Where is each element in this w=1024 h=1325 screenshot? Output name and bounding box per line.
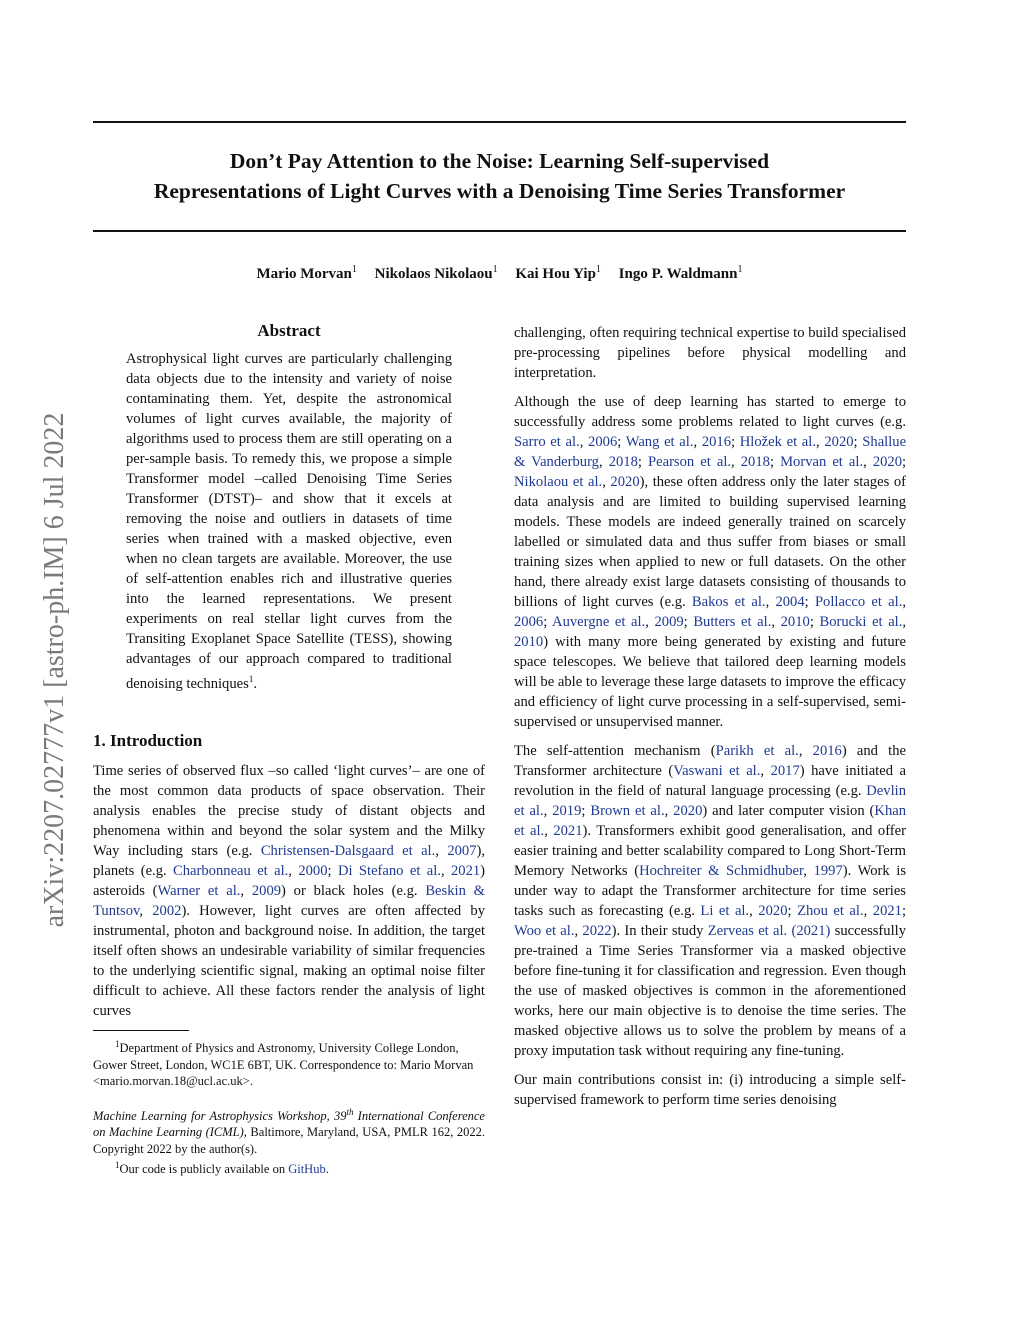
citation-link[interactable]: 2006 [588,434,618,450]
text-run: ; [853,434,863,450]
citation-link[interactable]: 2009 [251,882,282,899]
intro-paragraph [93,761,485,1021]
text-run: ; [804,594,815,610]
citation-link[interactable]: 2020 [610,474,640,490]
citation-link[interactable]: 2010 [514,634,544,650]
citation-link[interactable]: Zhou et al. [797,903,864,919]
citation-link[interactable]: Shallue & Vanderburg [514,434,907,470]
citation-link[interactable]: Bakos et al. [691,594,766,610]
text-run: ; [769,454,781,470]
text-run: , [902,594,907,610]
citation-link[interactable]: Hochreiter & Schmidhuber [639,863,804,879]
abstract-heading: Abstract [257,321,321,340]
citation-link[interactable]: Khan et al. [514,803,907,839]
text-run: ) asteroids ( [93,862,486,899]
citation-link[interactable]: Sarro et al. [514,434,580,450]
text-run: ; [809,614,820,630]
paper-title [93,146,906,206]
author: Mario Morvan$^1$ [256,264,357,282]
text-run: ) have initiated a revolution in the field of natural language processing (e.g. [514,763,907,799]
body-paragraph [514,741,906,1061]
text-run: , [543,803,553,819]
text-run: Our main contributions consist in: (i) introducing a simple self-supervised framework to perform time series denoising [514,1072,906,1108]
citation-link[interactable]: 2021 [450,862,481,879]
text-run: , [544,823,554,839]
citation-link[interactable]: 2006 [514,614,544,630]
body-paragraph [514,323,906,383]
citation-link[interactable]: 2000 [298,862,328,879]
citation-link[interactable]: 2020 [872,454,902,470]
text-run: successfully pre-trained a Time Series Transformer via a masked objective before fine-tuning it for classification and regression. Even though the use of masked objectives is common in the aforementioned works, here our main objective is to denoise the time series. The masked objective allows us to solve the problem by means of a proxy imputation task without requiring any fine-tuning. [514,923,906,1059]
citation-link[interactable]: 2020 [673,803,703,819]
text-run: Time series of observed flux –so called ‘light curves’– are one of the most common data products of space observation. Their analysis enables the precise study of distant objects and phenomena within and beyond the solar system and the Milky Way including stars (e.g. [93,762,485,859]
text-run: , [139,902,153,919]
text-run: The self-attention mechanism ( [514,743,716,759]
text-run: , [749,903,759,919]
text-run: Although the use of deep learning has started to emerge to successfully address some problems related to light curves (e.g. [514,394,906,430]
footnote-code: $^1$Our code is publicly available on GitHub. [115,1160,329,1177]
citation-link[interactable]: 2021 [872,903,902,919]
abstract-body: Astrophysical light curves are particularly challenging data objects due to the intensity and variety of noise contaminating them. Yet, despite the astronomical volumes of light curves available, the majority of algorithms used to process them are still operating on a per-sample basis. To remedy this, we propose a simple Transformer model –called Denoising Time Series Transformer (DTST)– and show that it excels at removing the noise and outliers in datasets of time series when trained with a masked objective, even when no clean targets are available. Moreover, the use of self-attention enables rich and illustrative queries into the learned representations. We present experiments on real stellar light curves from the Transiting Exoplanet Space Satellite (TESS), showing advantages of our approach compared to traditional denoising techniques$^1$. [126,351,452,692]
text-run: , [579,434,589,450]
citation-link[interactable]: Parikh et al. [715,743,799,759]
citation-link[interactable]: Devlin et al. [514,783,906,819]
citation-link[interactable]: Zerveas et al. [707,923,788,939]
citation-link[interactable]: Morvan et al. [780,454,864,470]
citation-link[interactable]: Wang et al. [625,434,694,450]
citation-link[interactable]: 2022 [582,923,612,939]
citation-link[interactable]: Auvergne et al. [552,614,646,630]
text-run: ; [637,454,648,470]
text-run: ; [901,903,907,919]
citation-link[interactable]: Christensen-Dalsgaard et al. [260,842,436,859]
citation-link[interactable]: Charbonneau et al. [173,862,289,879]
text-run: , [664,803,674,819]
text-run: , [288,862,299,879]
text-run: , [731,454,741,470]
footnote-rule [93,1030,189,1031]
author-list [93,264,906,283]
text-run: , [902,614,907,630]
citation-link[interactable]: Di Stefano et al. [337,862,441,879]
text-run: ; [543,614,553,630]
text-run: ), planets (e.g. [93,842,486,879]
author: Kai Hou Yip$^1$ [515,264,601,282]
text-run: ) and later computer vision ( [702,803,875,819]
citation-link[interactable]: Li et al. [700,903,750,919]
title-line-2: Representations of Light Curves with a Denoising Time Series Transformer [153,179,846,203]
citation-link[interactable]: 2018 [608,454,638,470]
text-run: ; [902,454,907,470]
text-run: ; [327,862,338,879]
citation-link[interactable]: 2019 [552,803,582,819]
citation-link[interactable]: 2002 [152,902,182,919]
text-run: , [863,903,873,919]
citation-link[interactable]: Beskin & Tuntsov [93,882,486,919]
left-column [93,320,485,1178]
text-run: , [240,882,252,899]
top-rule [93,121,906,123]
text-run: ) with many more being generated by existing and future space telescopes. We believe that tailored deep learning models will be able to leverage these large datasets to improve the efficacy and efficiency of light curve processing in a self-supervised, semi-supervised or unsupervised manner. [514,634,906,730]
author: Ingo P. Waldmann$^1$ [618,264,743,282]
text-run: challenging, often requiring technical expertise to build specialised pre-processing pipelines before physical modelling and interpretation. [514,325,906,381]
text-run: , [435,842,448,859]
text-run: ), these often address only the later stages of data analysis and are limited to building supervised learning models. These models are indeed generally trained on scarcely labelled or simulated data and thus suffer from biases or small training sizes when applied to new or full datasets. On the other hand, there already exist large datasets consisting of thousands to billions of light curves (e.g. [514,474,906,610]
text-run: ). In their study [611,923,708,939]
citation-link[interactable]: Nikolaou et al. [514,474,603,490]
title-line-1: Don’t Pay Attention to the Noise: Learning Self-supervised [229,149,770,173]
citation-link[interactable]: Hložek et al. [739,434,816,450]
github-link[interactable]: GitHub [288,1162,326,1177]
citation-link[interactable]: Butters et al. [693,614,772,630]
text-run: ) or black holes (e.g. [281,882,426,899]
text-run: , [803,863,814,879]
arxiv-identifier: arXiv:2207.02777v1 [astro-ph.IM] 6 Jul 2022 [39,412,70,928]
citation-link[interactable]: 2004 [775,594,805,610]
text-run: ; [787,903,798,919]
citation-link[interactable]: 2016 [701,434,732,450]
citation-link[interactable]: Pollacco et al. [814,594,903,610]
footnote-mark[interactable]: 1 [248,674,254,684]
citation-link[interactable]: 2010 [780,614,810,630]
citation-link[interactable]: Pearson et al. [648,454,732,470]
text-run: , [798,743,813,759]
right-column [514,323,906,1110]
text-run: ). Work is under way to adapt the Transformer architecture for time series tasks such as forecasting (e.g. [514,863,907,919]
citation-link[interactable]: 2009 [654,614,684,630]
author: Nikolaos Nikolaou$^1$ [374,264,498,282]
citation-link[interactable]: Borucki et al. [819,614,903,630]
citation-link[interactable]: 2018 [740,454,770,470]
venue-note: Machine Learning for Astrophysics Workshop, 39th International Conference on Machine Learning (ICML), Baltimore, Maryland, USA, PMLR 162, 2022. Copyright 2022 by the author(s). [93,1106,485,1156]
text-run: , [574,923,583,939]
text-run: ; [731,434,740,450]
text-run: , [863,454,873,470]
text-run: , [440,862,451,879]
text-run: , [771,614,781,630]
citation-link[interactable]: 2017 [770,763,800,779]
citation-link[interactable]: 2020 [824,434,854,450]
citation-link[interactable]: 2007 [447,842,477,859]
text-run: , [645,614,655,630]
citation-link[interactable]: Vaswani et al. [673,763,761,779]
text-run: ; [617,434,626,450]
citation-link[interactable]: 2020 [758,903,788,919]
text-run: , [598,454,609,470]
text-run: , [765,594,776,610]
text-run: ) and the Transformer architecture ( [514,743,906,779]
text-run: , [760,763,771,779]
text-run: , [602,474,611,490]
citation-link[interactable]: Woo et al. [514,923,575,939]
citation-link[interactable]: 2021 [553,823,583,839]
citation-link[interactable]: Brown et al. [590,803,665,819]
section-heading-introduction: 1. Introduction [93,730,203,750]
text-run: ). However, light curves are often affected by instrumental, photon and background noise. In addition, the target itself often shows an undesirable variability of similar frequencies to the underlying scientific signal, making an optimal noise filter difficult to achieve. All these factors render the analysis of light curves [93,902,485,1019]
text-run: , [816,434,825,450]
citation-link[interactable]: (2021) [791,923,831,939]
text-run: ). Transformers exhibit good generalisation, and offer easier training and better scalability compared to Long Short-Term Memory Networks ( [514,823,907,879]
text-run: , [693,434,702,450]
text-run: ; [581,803,591,819]
body-paragraph [514,1070,906,1110]
citation-link[interactable]: 2016 [812,743,842,759]
text-run: ; [683,614,694,630]
citation-link[interactable]: Warner et al. [157,882,241,899]
citation-link[interactable]: 1997 [813,863,843,879]
title-bottom-rule [93,230,906,232]
body-paragraph [514,392,906,732]
footnote-affiliation: $^1$Department of Physics and Astronomy, University College London, Gower Street, London, WC1E 6BT, UK. Correspondence to: Mario Morvan <mario.morvan.18@ucl.ac.uk>. [93,1038,474,1089]
